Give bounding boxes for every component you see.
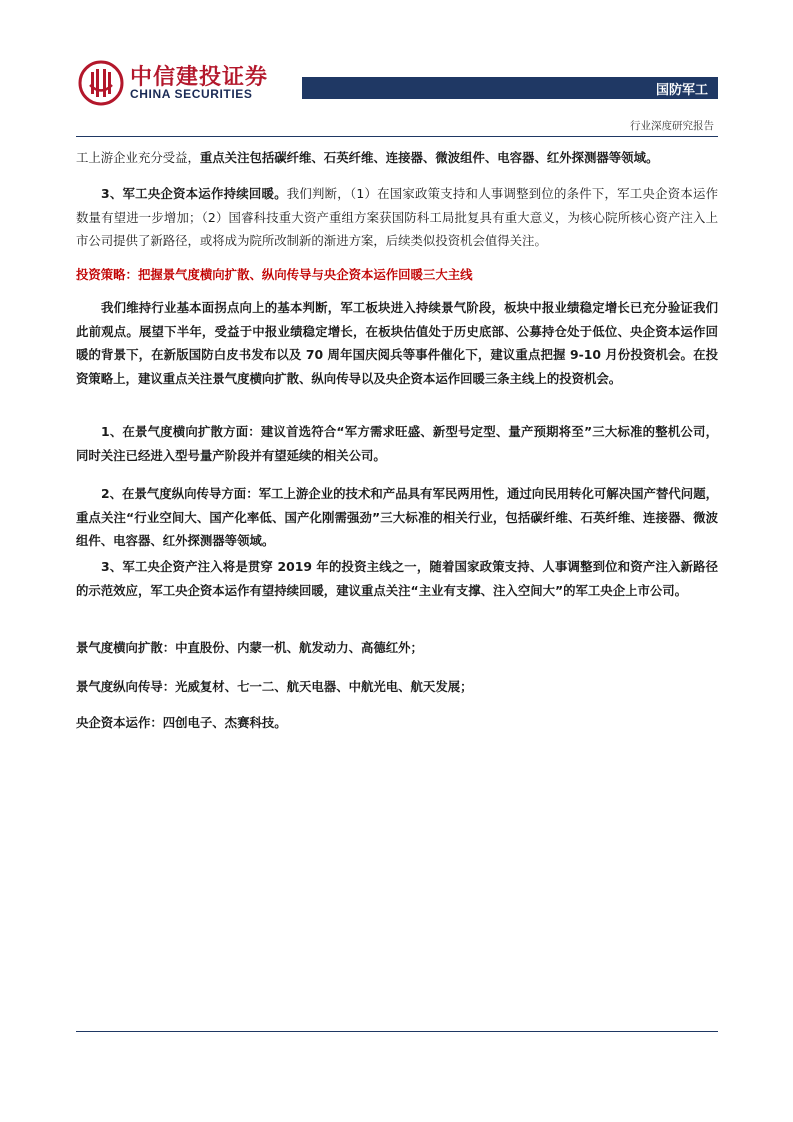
paragraph-5: 2、在景气度纵向传导方面：军工上游企业的技术和产品具有军民两用性，通过向民用转化可解决国产替代问题，重点关注“行业空间大、国产化率低、国产化刚需强劲”三大标准的相关行业，包括碳纤维、石英纤维、连接器、微波组件、电容器、红外探测器等领域。: [76, 486, 718, 548]
company-name-en: CHINA SECURITIES: [130, 87, 253, 101]
paragraph-2-normal: 我们判断，（1）在国家政策支持和人事调整到位的条件下，军工央企资本运作数量有望进一步增加；（2）国睿科技重大资产重组方案获国防科工局批复具有重大意义，为核心院所核心资产注入上市公司提供了新路径，或将成为院所改制新的渐进方案，后续类似投资机会值得关注。: [76, 186, 718, 248]
strategy-heading: 投资策略：把握景气度横向扩散、纵向传导与央企资本运作回暖三大主线: [76, 267, 473, 282]
paragraph-1-bold: 重点关注包括碳纤维、石英纤维、连接器、微波组件、电容器、红外探测器等领域。: [199, 150, 659, 165]
paragraph-4: 1、在景气度横向扩散方面：建议首选符合“军方需求旺盛、新型号定型、量产预期将至”三大标准的整机公司，同时关注已经进入型号量产阶段并有望延续的相关公司。: [76, 424, 718, 463]
footer-divider: [76, 1031, 718, 1032]
paragraph-1-normal: 工上游企业充分受益，: [76, 150, 200, 165]
pick-horizontal: 景气度横向扩散：中直股份、内蒙一机、航发动力、高德红外；: [76, 640, 423, 655]
report-type: 行业深度研究报告: [630, 120, 714, 132]
page-header: [0, 0, 793, 140]
section-bar: [302, 77, 718, 99]
pick-capital: 央企资本运作：四创电子、杰赛科技。: [76, 715, 287, 730]
paragraph-6: 3、军工央企资产注入将是贯穿 2019 年的投资主线之一，随着国家政策支持、人事调整到位和资产注入新路径的示范效应，军工央企资本运作有望持续回暖，建议重点关注“主业有支撑、注入空间大”的军工央企上市公司。: [76, 559, 718, 598]
header-divider: [76, 136, 718, 137]
china-securities-logo-icon: [78, 60, 124, 106]
paragraph-2-bold: 3、军工央企资本运作持续回暖。: [101, 186, 287, 201]
section-label: 国防军工: [655, 83, 708, 98]
paragraph-1: [76, 146, 718, 170]
paragraph-2: [76, 182, 718, 253]
company-name-cn: 中信建投证券: [130, 64, 269, 90]
paragraph-3: 我们维持行业基本面拐点向上的基本判断，军工板块进入持续景气阶段，板块中报业绩稳定增长已充分验证我们此前观点。展望下半年，受益于中报业绩稳定增长，在板块估值处于历史底部、公募持仓处于低位、央企资本运作回暖的背景下，在新版国防白皮书发布以及 70 周年国庆阅兵等事件催化下，建议重点把握 9-10 月份投资机会。在投资策略上，建议重点关注景气度横向扩散、纵向传导以及央企资本运作回暖三条主线上的投资机会。: [76, 300, 718, 386]
pick-vertical: 景气度纵向传导：光威复材、七一二、航天电器、中航光电、航天发展；: [76, 679, 473, 694]
